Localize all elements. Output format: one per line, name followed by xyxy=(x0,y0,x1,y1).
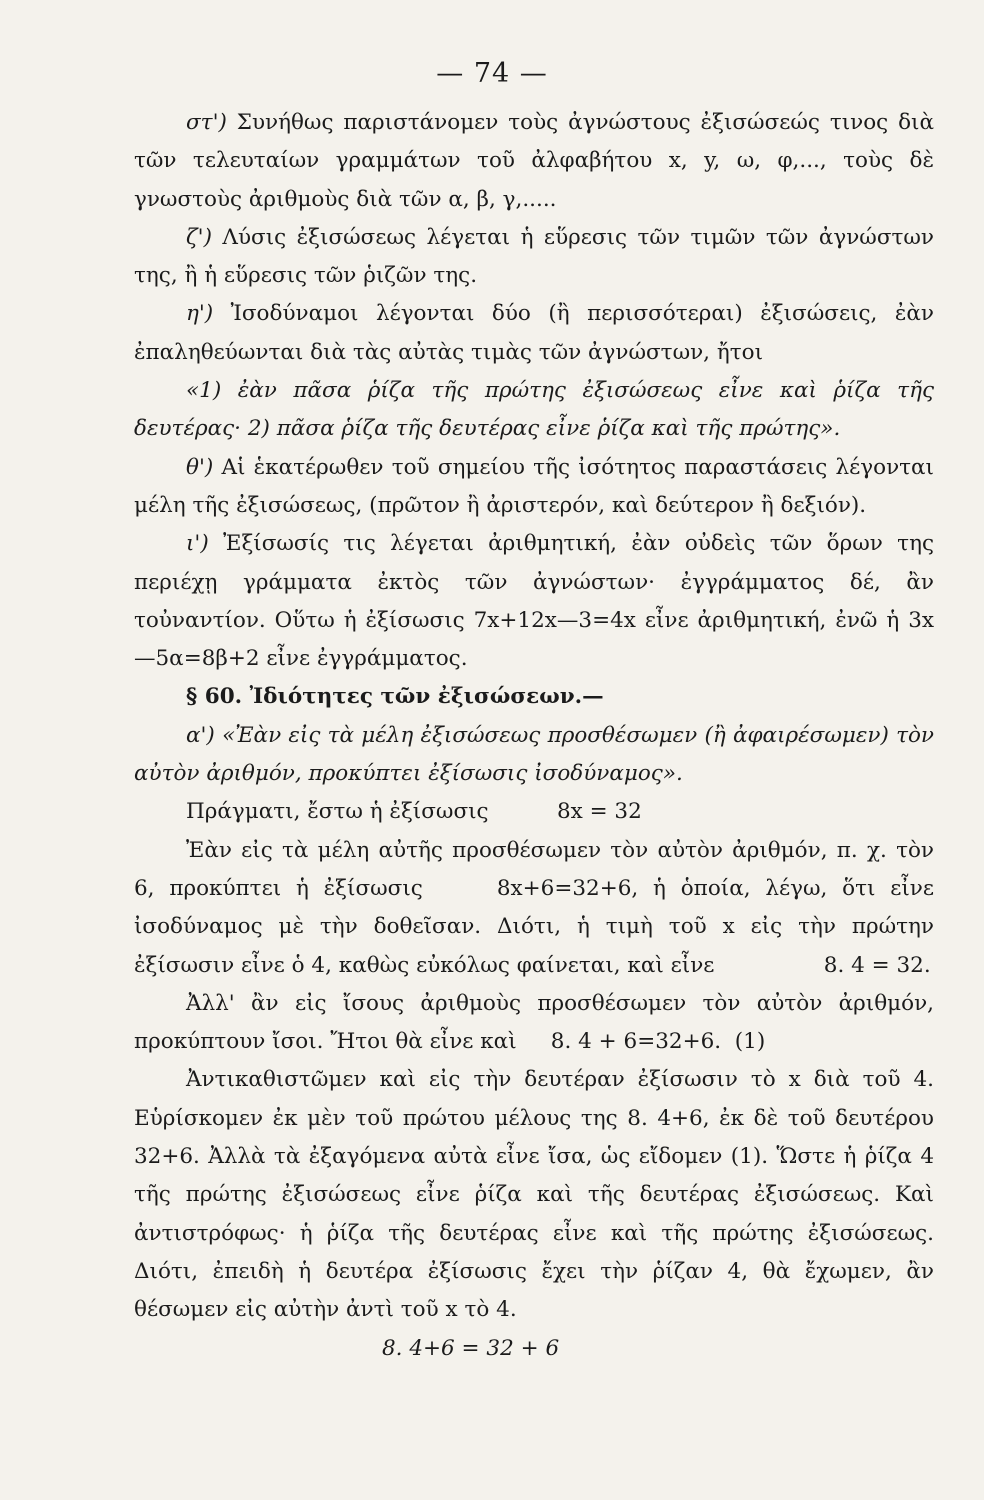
paragraph-proof-3 xyxy=(134,1061,934,1329)
paragraph-marker: θ') xyxy=(186,454,214,480)
paragraph-proof-start xyxy=(134,793,934,831)
paragraph-st xyxy=(134,104,934,219)
paragraph-marker: ζ') xyxy=(186,224,212,250)
paragraph-z xyxy=(134,219,934,296)
paragraph-proof-1 xyxy=(134,832,941,985)
paragraph-quote xyxy=(134,372,934,449)
final-equation: 8. 4+6 = 32 + 6 xyxy=(382,1335,560,1361)
paragraph-text: Αἱ ἑκατέρωθεν τοῦ σημείου τῆς ἰσότητος παραστάσεις λέγονται μέλη τῆς ἐξισώσεως, (πρῶτον ἢ ἀριστερόν, καὶ δεύτερον ἢ δεξιόν). xyxy=(134,454,934,518)
paragraph-text: Λύσις ἐξισώσεως λέγεται ἡ εὕρεσις τῶν τιμῶν τῶν ἀγνώστων της, ἢ ἡ εὕρεσις τῶν ῥιζῶν της. xyxy=(134,224,934,289)
paragraph-marker: ι') xyxy=(186,531,209,557)
paragraph-theta xyxy=(134,449,934,526)
paragraph-eta xyxy=(134,295,934,372)
paragraph-text: Συνήθως παριστάνομεν τοὺς ἀγνώστους ἐξισώσεώς τινος διὰ τῶν τελευταίων γραμμάτων τοῦ ἀλφαβήτου x, y, ω, φ,..., τοὺς δὲ γνωστοὺς ἀριθμοὺς διὰ τῶν α, β, γ,..... xyxy=(134,110,934,212)
paragraph-proof-2 xyxy=(134,985,941,1062)
section-heading xyxy=(134,678,934,716)
section-title: Ἰδιότητες τῶν ἐξισώσεων.— xyxy=(242,684,604,710)
paragraph-marker: «1) xyxy=(186,378,222,404)
paragraph-text: Ἐὰν εἰς τὰ μέλη αὐτῆς προσθέσωμεν τὸν αὐτὸν ἀριθμόν, π. χ. τὸν 6, προκύπτει ἡ ἐξίσωσις 8x+6=32+6, ἡ ὁποία, λέγω, ὅτι εἶνε ἰσοδύναμος μὲ τὴν δοθεῖσαν. Διότι, ἡ τιμὴ τοῦ x εἰς τὴν πρώτην ἐξίσωσιν εἶνε ὁ 4, καθὼς εὐκόλως φαίνεται, καὶ εἶνε 8. 4 = 32. xyxy=(134,837,941,978)
paragraph-text: Ἐξίσωσίς τις λέγεται ἀριθμητική, ἐὰν οὐδεὶς τῶν ὅρων της περιέχῃ γράμματα ἐκτὸς τῶν ἀγνώστων· ἐγγράμματος δέ, ἂν τοὐναντίον. Οὕτω ἡ ἐξίσωσις 7x+12x—3=4x εἶνε ἀριθμητική, ἐνῶ ἡ 3x—5α=8β+2 εἶνε ἐγγράμματος. xyxy=(134,531,934,672)
paragraph-text: Ἀντικαθιστῶμεν καὶ εἰς τὴν δευτέραν ἐξίσωσιν τὸ x διὰ τοῦ 4. Εὑρίσκομεν ἐκ μὲν τοῦ πρώτου μέλους της 8. 4+6, ἐκ δὲ τοῦ δευτέρου 32+6. Ἀλλὰ τὰ ἐξαγόμενα αὐτὰ εἶνε ἴσα, ὡς εἴδομεν (1). Ὥστε ἡ ῥίζα 4 τῆς πρώτης ἐξισώσεως εἶνε ῥίζα καὶ τῆς δευτέρας ἐξισώσεως. Καὶ ἀντιστρόφως· ἡ ῥίζα τῆς δευτέρας εἶνε καὶ τῆς πρώτης ἐξισώσεως. Διότι, ἐπειδὴ ἡ δευτέρα ἐξίσωσις ἔχει τὴν ῥίζαν 4, θὰ ἔχωμεν, ἂν θέσωμεν εἰς αὐτὴν ἀντὶ τοῦ x τὸ 4. xyxy=(134,1067,934,1323)
paragraph-marker: η') xyxy=(186,301,214,327)
paragraph-iota xyxy=(134,525,934,678)
paragraph-text: «Ἐὰν εἰς τὰ μέλη ἐξισώσεως προσθέσωμεν (ἢ ἀφαιρέσωμεν) τὸν αὐτὸν ἀριθμόν, προκύπτει ἐξίσωσις ἰσοδύναμος». xyxy=(134,722,934,787)
paragraph-text: ἐὰν πᾶσα ῥίζα τῆς πρώτης ἐξισώσεως εἶνε καὶ ῥίζα τῆς δευτέρας· 2) πᾶσα ῥίζα τῆς δευτέρας εἶνε ῥίζα καὶ τῆς πρώτης». xyxy=(134,378,934,442)
section-number: § 60. xyxy=(186,684,243,710)
paragraph-text: Ἀλλ' ἂν εἰς ἴσους ἀριθμοὺς προσθέσωμεν τὸν αὐτὸν ἀριθμόν, προκύπτουν ἴσοι. Ἤτοι θὰ εἶνε καὶ 8. 4 + 6=32+6. (1) xyxy=(134,990,941,1055)
paragraph-marker: α') xyxy=(186,722,215,748)
paragraph-text: Πράγματι, ἔστω ἡ ἐξίσωσις 8x = 32 xyxy=(186,799,642,825)
text-column xyxy=(134,104,941,1368)
paragraph-text: Ἰσοδύναμοι λέγονται δύο (ἢ περισσότεραι) ἐξισώσεις, ἐὰν ἐπαληθεύωνται διὰ τὰς αὐτὰς τιμὰς τῶν ἀγνώστων, ἤτοι xyxy=(134,301,934,365)
paragraph-alpha xyxy=(134,717,934,794)
page-number: — 74 — xyxy=(436,58,548,89)
paragraph-marker: στ') xyxy=(186,110,227,135)
